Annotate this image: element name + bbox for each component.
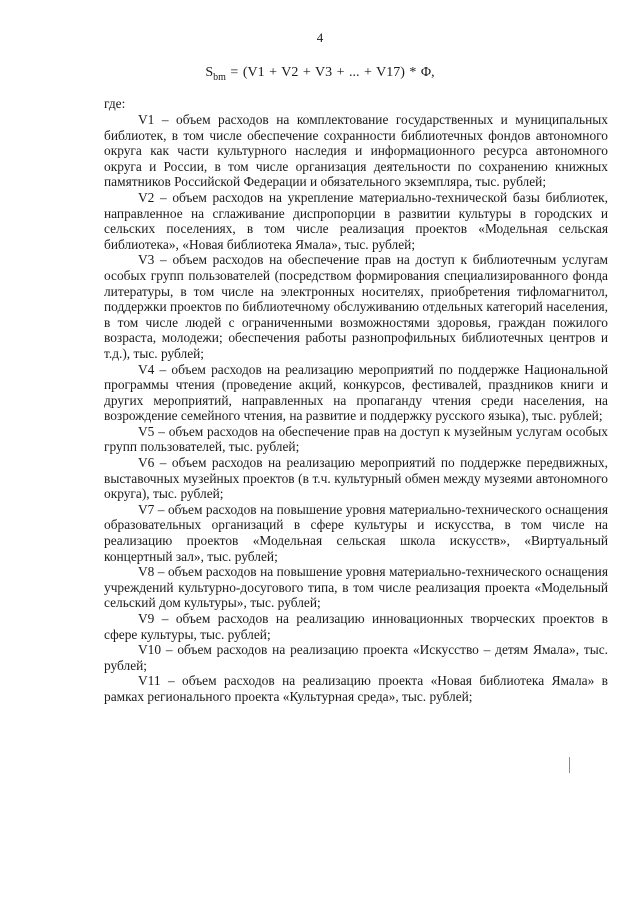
- definition-v4: V4 – объем расходов на реализацию мероприятий по поддержке Национальной программы чтения (проведение акций, конкурсов, фестивалей, праздников книги и других мероприятий, направленных на пропаганду чтения среди населения, на возрождение семейного чтения, на развитие и поддержку русского языка), тыс. рублей;: [104, 361, 608, 424]
- definition-v3: V3 – объем расходов на обеспечение прав на доступ к библиотечным услугам особых групп пользователей (посредством формирования специализированного фонда литературы, в том числе на электронных носителях, приобретения тифломагнитол, поддержки проектов по библиотечному обслуживанию отдельных категорий населения, в том числе людей с ограниченными возможностями здоровья, граждан пожилого возраста, молодежи; обеспечения работы разнопрофильных библиотечных центров и т.д.), тыс. рублей;: [104, 252, 608, 361]
- definition-v5: V5 – объем расходов на обеспечение прав на доступ к музейным услугам особых групп пользователей, тыс. рублей;: [104, 423, 608, 455]
- page-number: 4: [316, 30, 324, 45]
- formula-symbol: S: [205, 65, 214, 80]
- margin-mark: [569, 757, 570, 773]
- where-label: где:: [104, 96, 126, 111]
- formula-subscript: bm: [213, 71, 226, 83]
- definition-v11: V11 – объем расходов на реализацию проекта «Новая библиотека Ямала» в рамках регионального проекта «Культурная среда», тыс. рублей;: [104, 673, 608, 704]
- definition-v7: V7 – объем расходов на повышение уровня материально-технического оснащения образовательных организаций в сфере культуры и искусства, в том числе на реализацию проектов «Модельная сельская школа искусств», «Виртуальный концертный зал», тыс. рублей;: [104, 501, 608, 564]
- definition-v2: V2 – объем расходов на укрепление материально-технической базы библиотек, направленное на сглаживание диспропорции в развитии культуры в городских и сельских поселениях, в том числе реализация проектов «Модельная сельская библиотека», «Новая библиотека Ямала», тыс. рублей;: [104, 189, 608, 252]
- variable-definitions: [104, 112, 608, 705]
- formula: [0, 64, 640, 87]
- definition-v6: V6 – объем расходов на реализацию мероприятий по поддержке передвижных, выставочных музейных проектов (в т.ч. культурный обмен между музеями автономного округа), тыс. рублей;: [104, 455, 608, 502]
- definition-v10: V10 – объем расходов на реализацию проекта «Искусство – детям Ямала», тыс. рублей;: [104, 642, 608, 673]
- formula-expression: = (V1 + V2 + V3 + ... + V17) * Φ,: [225, 65, 435, 80]
- definition-v9: V9 – объем расходов на реализацию инновационных творческих проектов в сфере культуры, тыс. рублей;: [104, 611, 608, 642]
- definition-v1: V1 – объем расходов на комплектование государственных и муниципальных библиотек, в том числе обеспечение сохранности библиотечных фондов автономного округа как части культурного наследия и информационного ресурса автономного округа и России, в том числе организация деятельности по сохранению книжных памятников Российской Федерации и обязательного экземпляра, тыс. рублей;: [104, 112, 608, 190]
- definition-v8: V8 – объем расходов на повышение уровня материально-технического оснащения учреждений культурно-досугового типа, в том числе реализация проекта «Модельный сельский дом культуры», тыс. рублей;: [104, 564, 608, 611]
